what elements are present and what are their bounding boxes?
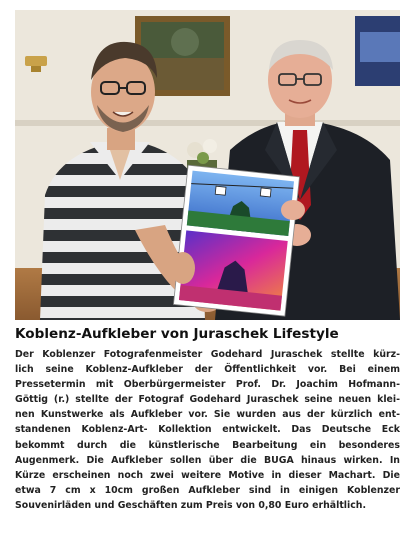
article-line: Der Koblenzer Fotografenmeister Godehard Juraschek stellte kürz- — [15, 349, 400, 360]
article-line: Souvenirläden und Geschäften zum Preis von 0,80 Euro erhältlich. — [15, 499, 367, 511]
article-headline: Koblenz-Aufkleber von Juraschek Lifestyle — [15, 326, 339, 342]
wall-rail — [15, 120, 400, 126]
article-line: bekommt durch die künstlerische Bearbeitung ein besonderes — [15, 439, 400, 451]
article-body — [15, 347, 400, 513]
article-line: Kürze erscheinen noch zwei weitere Motive in dieser Machart. Die — [15, 469, 400, 481]
article-line: Pressetermin mit Oberbürgermeister Prof. Dr. Joachim Hofmann- — [15, 379, 400, 391]
article-line: Göttig (r.) stellte der Fotograf Godehard Juraschek seine neuen klei- — [15, 394, 400, 406]
article-line: nen Kunstwerke als Aufkleber vor. Sie wurden aus der kürzlich ent- — [15, 409, 400, 421]
article-line: Augenmerk. Die Aufkleber sollen über die BUGA hinaus wirken. In — [15, 454, 400, 466]
press-photo — [15, 10, 400, 320]
hand-left — [171, 252, 195, 284]
article-line: standenen Koblenz-Art- Kollektion entwickelt. Das Deutsche Eck — [15, 424, 400, 436]
hand-right — [281, 200, 305, 220]
sticker-poster — [173, 165, 299, 316]
article-line: lich seine Koblenz-Aufkleber der Öffentlichkeit vor. Bei einem — [15, 364, 400, 376]
article-line: etwa 7 cm x 10cm großen Aufkleber sind in einigen Koblenzer — [15, 484, 400, 496]
blue-picture — [355, 16, 400, 86]
